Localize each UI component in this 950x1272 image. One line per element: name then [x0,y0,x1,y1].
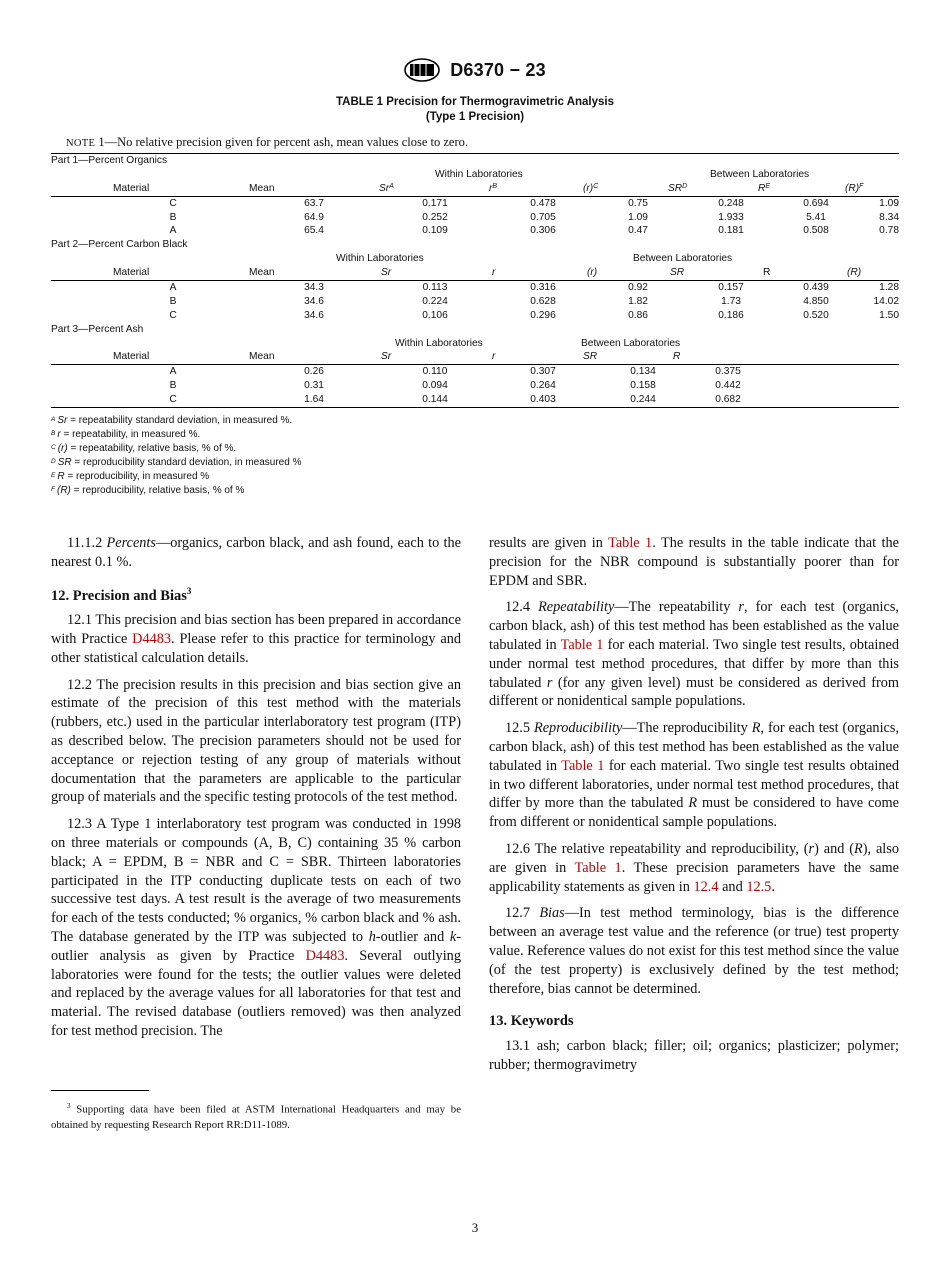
precision-table [51,153,899,408]
paragraph-11-1-2: 11.1.2 Percents—organics, carbon black, and ash found, each to the nearest 0.1 %. [51,535,461,570]
group-header-row: Within Laboratories Between Laboratories [435,168,810,180]
table-cell: 5.41 [806,211,826,223]
d4483-link[interactable]: D4483 [305,947,345,964]
table-cell: 0.157 [718,282,744,294]
column-header-row: Material Mean Sr r (r) SR R (R) [51,266,899,281]
section-12-4-link[interactable]: 12.4 [693,878,719,895]
part3-rows [51,365,899,407]
table-cell: 0.158 [630,380,656,392]
table-cell: 0.109 [422,225,448,237]
table-cell: 0.094 [422,380,448,392]
table-cell: 63.7 [304,197,324,209]
table-cell: 0.307 [530,366,556,378]
table-cell: 0.47 [628,225,648,237]
table-cell: 0.78 [879,225,899,237]
table-footnote: $^D$ SR = reproducibility standard deviation, in measured % [51,457,302,468]
table-cell: 8.34 [879,211,899,223]
part1-rows [51,197,899,239]
table-cell: 0.705 [530,211,556,223]
table-1-link[interactable]: Table 1 [574,859,622,876]
table-cell: 0.92 [628,282,648,294]
table-cell: 0.186 [718,309,744,321]
table-footnote: $^B$ r = repeatability, in measured %. [51,429,201,440]
table-row [51,379,899,393]
table-cell: 1.82 [628,295,648,307]
table-cell: 0.508 [803,225,829,237]
table-cell: 34.6 [304,295,324,307]
right-column [489,534,899,1083]
table-cell: 0.694 [803,197,829,209]
table-row [51,281,899,295]
table-cell: 0.110 [422,366,448,378]
table-row [51,309,899,323]
page-number: 3 [471,1220,479,1235]
table-cell: 0.144 [422,394,448,406]
group-header-row: Within Laboratories Between Laboratories [395,337,681,349]
table-footnotes [51,414,301,498]
column-header-row: Material Mean Sr r SR R [51,350,899,365]
table-cell: 0.31 [304,380,324,392]
section-heading-12: 12. Precision and Bias$^3$ [51,585,192,604]
table-cell: 0.520 [803,309,829,321]
part-title: Part 3—Percent Ash [51,323,144,335]
table-cell: 0.296 [530,309,556,321]
table-1-link[interactable]: Table 1 [560,636,604,653]
table-note: NOTE 1—No relative precision given for percent ash, mean values close to zero. [66,135,468,149]
table-cell: 0.682 [715,394,741,406]
table-cell: 0.264 [530,380,556,392]
table-cell: 0.306 [530,225,556,237]
table-cell: 0.106 [422,309,448,321]
table-cell: 1.933 [718,211,744,223]
table-row [51,393,899,407]
table-footnote: $^E$ R = reproducibility, in measured % [51,471,210,482]
table-cell: 0.244 [630,394,656,406]
table-row [51,197,899,211]
table-cell: 0.134 [630,366,656,378]
table-cell: 1.09 [628,211,648,223]
column-header-row: Material Mean $Sr^A$ $r^B$ $(r)^C$ $SR^D$ $R^E$ $(R)^F$ [51,182,899,197]
table-cell: 14.02 [873,295,899,307]
table-cell: 0.248 [718,197,744,209]
table-cell: C [169,309,177,321]
table-cell: 4.850 [803,295,829,307]
paragraph-12-7: 12.7 Bias—In test method terminology, bias is the difference between an average test value and the reference (or true) test property value. Reference values do not exist for this test method since the value (of the test property) is exclusively defined by the test method; therefore, bias cannot be determined. [489,905,900,997]
table-cell: 0.75 [628,197,648,209]
table-cell: 34.3 [304,282,324,294]
table-cell: 0.478 [530,197,556,209]
table-footnote: $^C$ (r) = repeatability, relative basis, % of %. [51,443,237,454]
table-cell: 0.403 [530,394,556,406]
footnote-divider [51,1090,149,1091]
table-cell: 0.171 [422,197,448,209]
table-cell: 0.375 [715,366,741,378]
paragraph-12-3-continued: results are given in Table 1. The results in the table indicate that the precision for the NBR compound is substantially poorer than for EPDM and SBR. [489,535,899,589]
table-cell: 0.26 [304,366,324,378]
paragraph-12-3: 12.3 A Type 1 interlaboratory test program was conducted in 1998 on three materials or compounds (A, B, C) containing 35 % carbon black; A = EPDM, B = NBR and C = SBR. Thirteen laboratories participated in the ITP conducting duplicate tests on each of two successive test days. A test result is the average of two measurements for each of the tests conducted; % organics, % carbon black and % ash. The database generated by the ITP was subjected to h-outlier and k-outlier analysis as given by Practice D4483. Several outlying laboratories were found for the tests; the outlier values were deleted and replaced by the average values for all laboratories for that test and material. The revised database (outliers removed) was then analyzed for test method precision. The [51,816,461,1039]
table-cell: 64.9 [304,211,324,223]
table-1-link[interactable]: Table 1 [561,757,605,774]
table-row [51,224,899,238]
table-cell: 0.224 [422,295,448,307]
footnote-3: $^3$ Supporting data have been filed at ASTM International Headquarters and may be obtained by requesting Research Report RR:D11-1089. [51,1102,461,1131]
table-cell: 0.442 [715,380,741,392]
table-cell: C [169,394,177,406]
table-caption: TABLE 1 Precision for Thermogravimetric Analysis (Type 1 Precision) [336,96,614,123]
table-cell: 0.252 [422,211,448,223]
left-column [51,534,461,1049]
table-row [51,211,899,225]
table-cell: 0.439 [803,282,829,294]
paragraph-12-6: 12.6 The relative repeatability and reproducibility, (r) and (R), also are given in Table 1. These precision parameters have the same applicability statements as given in 12.4 and 12.5. [489,840,899,895]
table-cell: A [169,282,177,294]
part2-rows [51,281,899,323]
table-cell: A [169,366,177,378]
table-cell: 1.73 [721,295,741,307]
paragraph-12-2: 12.2 The precision results in this precision and bias section give an estimate of the precision of this test method with the materials (rubbers, etc.) used in the particular interlaboratory test program (ITP) as described below. The precision parameters should not be used for acceptance or rejection testing of any group of materials without documentation that the parameters are applicable to the particular group of materials and the specific testing protocols of the test method. [51,676,461,806]
table-cell: 0.628 [530,295,556,307]
table-cell: 0.86 [628,309,648,321]
table-row [51,365,899,379]
table-row [51,295,899,309]
table-cell: 0.316 [530,282,556,294]
table-cell: 0.181 [718,225,744,237]
table-cell: 34.6 [304,309,324,321]
table-cell: C [169,197,177,209]
part-title: Part 2—Percent Carbon Black [51,239,188,251]
document-number: D6370 − 23 [450,59,546,80]
table-footnote: $^A$ Sr = repeatability standard deviation, in measured %. [51,415,293,426]
paragraph-12-5: 12.5 Reproducibility—The reproducibility R, for each test (organics, carbon black, ash) of this test method has been established as the value tabulated in Table 1 for each material. Two single test results obtained in two different laboratories, under normal test method procedures, that differ by more than the tabulated R must be considered to have come from different or nonidentical sample populations. [489,720,900,831]
table-cell: 0.113 [422,282,448,294]
part-title: Part 1—Percent Organics [51,155,168,166]
table-cell: 65.4 [304,225,324,237]
section-heading-13: 13. Keywords [489,1013,574,1030]
table-cell: 1.64 [304,394,324,406]
table-cell: 1.28 [879,282,899,294]
table-1-link[interactable]: Table 1 [608,535,653,551]
table-cell: 1.09 [879,197,899,209]
group-header-row: Within Laboratories Between Laboratories [336,253,733,265]
table-cell: B [169,211,177,223]
table-cell: A [169,225,177,237]
paragraph-12-4: 12.4 Repeatability—The repeatability r, for each test (organics, carbon black, ash) of this test method has been established as the value tabulated in Table 1 for each material. Two single test results, obtained under normal test method procedures, that differ by more than this tabulated r (for any given level) must be considered as derived from different or nonidentical sample populations. [489,599,900,710]
table-footnote: $^F$ (R) = reproducibility, relative basis, % of % [51,485,245,496]
paragraph-12-1: 12.1 This precision and bias section has been prepared in accordance with Practice D4483. Please refer to this practice for terminology and other statistical calculation details. [51,612,461,666]
table-cell: 1.50 [879,309,899,321]
d4483-link[interactable]: D4483 [132,631,172,648]
astm-logo-icon [404,58,440,82]
table-cell: B [169,380,177,392]
section-12-5-link[interactable]: 12.5 [746,878,772,895]
paragraph-13-1: 13.1 ash; carbon black; filler; oil; organics; plasticizer; polymer; rubber; thermogravimetry [489,1038,899,1073]
table-cell: B [169,295,177,307]
document-header [0,58,950,82]
